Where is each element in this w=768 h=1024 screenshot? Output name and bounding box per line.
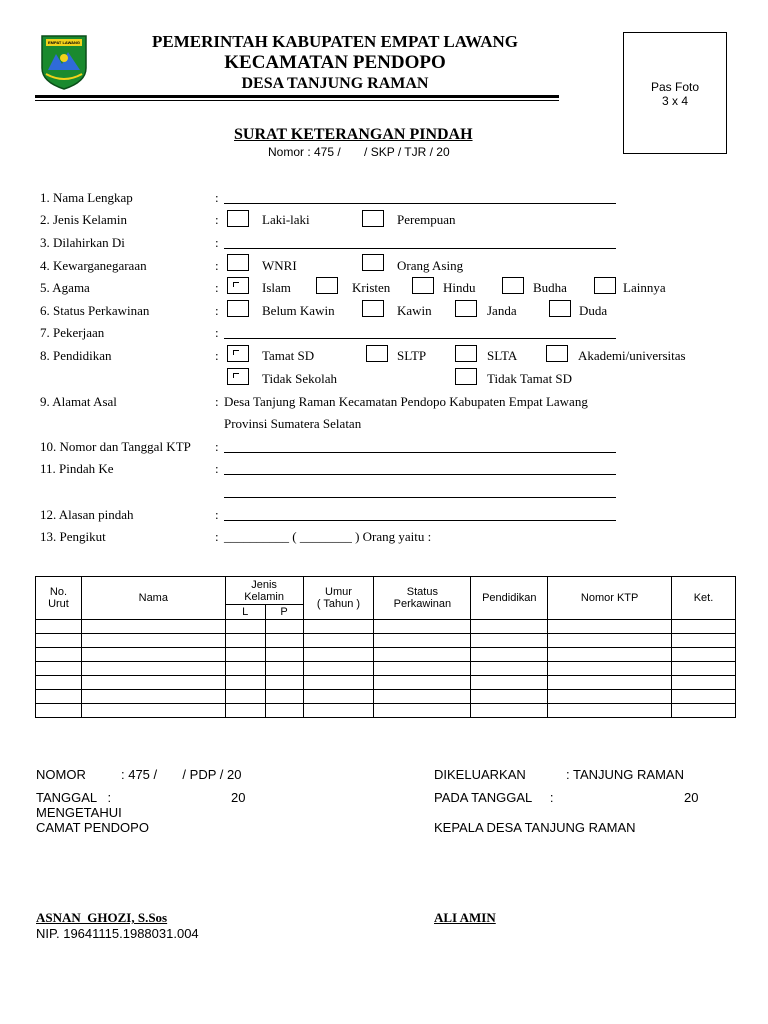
field-status-perkawinan: 6. Status Perkawinan: [40, 303, 150, 318]
signatory-camat-nip: NIP. 19641115.1988031.004: [36, 926, 199, 941]
col-nama: Nama: [81, 577, 225, 620]
colon: :: [215, 461, 219, 476]
followers-table: [35, 576, 736, 718]
option-tamat-sd: Tamat SD: [262, 348, 315, 363]
checkbox-tidak-tamat-sd[interactable]: [455, 368, 477, 385]
option-belum-kawin: Belum Kawin: [262, 303, 335, 318]
option-perempuan: Perempuan: [397, 212, 456, 227]
footer-dikeluarkan-value: : TANJUNG RAMAN: [566, 767, 684, 782]
option-orang-asing: Orang Asing: [397, 258, 464, 273]
colon: :: [215, 325, 219, 340]
signatory-camat-name: ASNAN GHOZI, S.Sos: [36, 910, 168, 925]
field-jenis-kelamin: 2. Jenis Kelamin: [40, 212, 128, 227]
checkbox-akademi[interactable]: [546, 345, 568, 362]
table-row: [36, 648, 736, 662]
col-status-perkawinan: Status Perkawinan: [374, 577, 471, 620]
col-nomor-ktp: Nomor KTP: [548, 577, 672, 620]
header-rule-thin: [35, 100, 559, 101]
option-tidak-tamat-sd: Tidak Tamat SD: [487, 371, 573, 386]
table-row: [36, 662, 736, 676]
pengikut-blank: __________ ( ________ ) Orang yaitu :: [224, 529, 432, 544]
footer-mengetahui: MENGETAHUI: [36, 805, 122, 820]
blank-line: [224, 520, 616, 521]
checkbox-slta[interactable]: [455, 345, 477, 362]
option-kawin: Kawin: [397, 303, 432, 318]
option-akademi: Akademi/universitas: [578, 348, 686, 363]
col-umur: Umur ( Tahun ): [303, 577, 374, 620]
table-row: [36, 704, 736, 718]
field-pindah-ke: 11. Pindah Ke: [40, 461, 114, 476]
footer-pada-tanggal-label: PADA TANGGAL :: [434, 790, 554, 805]
option-duda: Duda: [579, 303, 608, 318]
colon: :: [215, 190, 219, 205]
checkbox-budha[interactable]: [502, 277, 524, 294]
alamat-line-1: Desa Tanjung Raman Kecamatan Pendopo Kabupaten Empat Lawang: [224, 394, 588, 409]
photo-size: 3 x 4: [661, 94, 688, 108]
option-islam: Islam: [262, 280, 291, 295]
checkbox-janda[interactable]: [455, 300, 477, 317]
colon: :: [215, 303, 219, 318]
colon: :: [215, 507, 219, 522]
footer-nomor-value: : 475 / / PDP / 20: [121, 767, 242, 782]
option-wnri: WNRI: [262, 258, 297, 273]
photo-box: [623, 32, 727, 154]
col-pendidikan: Pendidikan: [471, 577, 548, 620]
footer-nomor-label: NOMOR: [36, 767, 86, 782]
colon: :: [215, 235, 219, 250]
field-pekerjaan: 7. Pekerjaan: [40, 325, 105, 340]
field-nama-lengkap: 1. Nama Lengkap: [40, 190, 133, 205]
footer-camat: CAMAT PENDOPO: [36, 820, 149, 835]
checkbox-wnri[interactable]: [227, 254, 249, 271]
blank-line: [224, 338, 616, 339]
blank-line: [224, 474, 616, 475]
signatory-kades-name: ALI AMIN: [434, 910, 496, 925]
colon: :: [215, 394, 219, 409]
field-dilahirkan-di: 3. Dilahirkan Di: [40, 235, 125, 250]
option-sltp: SLTP: [397, 348, 427, 363]
col-ket: Ket.: [672, 577, 736, 620]
checkbox-orang-asing[interactable]: [362, 254, 384, 271]
field-alamat-asal: 9. Alamat Asal: [40, 394, 117, 409]
header-rule-thick: [35, 95, 559, 98]
footer-dikeluarkan-label: DIKELUARKAN: [434, 767, 526, 782]
col-p: P: [265, 605, 303, 620]
field-pengikut: 13. Pengikut: [40, 529, 106, 544]
blank-line: [224, 497, 616, 498]
checkbox-tidak-sekolah[interactable]: [227, 368, 249, 385]
option-budha: Budha: [533, 280, 567, 295]
field-pendidikan: 8. Pendidikan: [40, 348, 112, 363]
table-row: [36, 690, 736, 704]
col-l: L: [225, 605, 265, 620]
regency-logo: [40, 34, 88, 90]
checkbox-perempuan[interactable]: [362, 210, 384, 227]
field-alasan-pindah: 12. Alasan pindah: [40, 507, 134, 522]
checkbox-tamat-sd[interactable]: [227, 345, 249, 362]
table-row: [36, 634, 736, 648]
table-row: [36, 676, 736, 690]
logo-text: EMPAT LAWANG: [47, 40, 81, 45]
option-hindu: Hindu: [443, 280, 476, 295]
option-lainnya: Lainnya: [623, 280, 666, 295]
field-kewarganegaraan: 4. Kewarganegaraan: [40, 258, 147, 273]
checkbox-kristen[interactable]: [316, 277, 338, 294]
blank-line: [224, 452, 616, 453]
footer-kepala-desa: KEPALA DESA TANJUNG RAMAN: [434, 820, 636, 835]
colon: :: [215, 258, 219, 273]
checkbox-duda[interactable]: [549, 300, 571, 317]
table-row: [36, 620, 736, 634]
checkbox-laki-laki[interactable]: [227, 210, 249, 227]
header-line-2: KECAMATAN PENDOPO: [224, 52, 446, 73]
checkbox-hindu[interactable]: [412, 277, 434, 294]
field-nomor-tanggal-ktp: 10. Nomor dan Tanggal KTP: [40, 439, 191, 454]
checkbox-lainnya[interactable]: [594, 277, 616, 294]
colon: :: [215, 348, 219, 363]
option-tidak-sekolah: Tidak Sekolah: [262, 371, 337, 386]
col-no-urut: No. Urut: [36, 577, 82, 620]
colon: :: [215, 280, 219, 295]
checkbox-sltp[interactable]: [366, 345, 388, 362]
blank-line: [224, 248, 616, 249]
header-line-1: PEMERINTAH KABUPATEN EMPAT LAWANG: [152, 32, 518, 51]
header-line-3: DESA TANJUNG RAMAN: [241, 75, 429, 92]
option-kristen: Kristen: [352, 280, 391, 295]
colon: :: [215, 212, 219, 227]
colon: :: [215, 439, 219, 454]
checkbox-belum-kawin[interactable]: [227, 300, 249, 317]
blank-line: [224, 203, 616, 204]
option-slta: SLTA: [487, 348, 518, 363]
footer-tanggal-label: TANGGAL :: [36, 790, 112, 805]
footer-tanggal-value: 20: [231, 790, 246, 805]
document-title: SURAT KETERANGAN PINDAH: [234, 126, 473, 143]
colon: :: [215, 529, 219, 544]
footer-pada-tanggal-value: 20: [684, 790, 699, 805]
alamat-line-2: Provinsi Sumatera Selatan: [224, 416, 362, 431]
document-number: Nomor : 475 / / SKP / TJR / 20: [268, 145, 450, 159]
option-laki-laki: Laki-laki: [262, 212, 310, 227]
checkbox-islam[interactable]: [227, 277, 249, 294]
photo-label: Pas Foto: [650, 80, 700, 94]
checkbox-kawin[interactable]: [362, 300, 384, 317]
option-janda: Janda: [487, 303, 517, 318]
col-jenis-kelamin: Jenis Kelamin: [225, 577, 303, 605]
field-agama: 5. Agama: [40, 280, 90, 295]
